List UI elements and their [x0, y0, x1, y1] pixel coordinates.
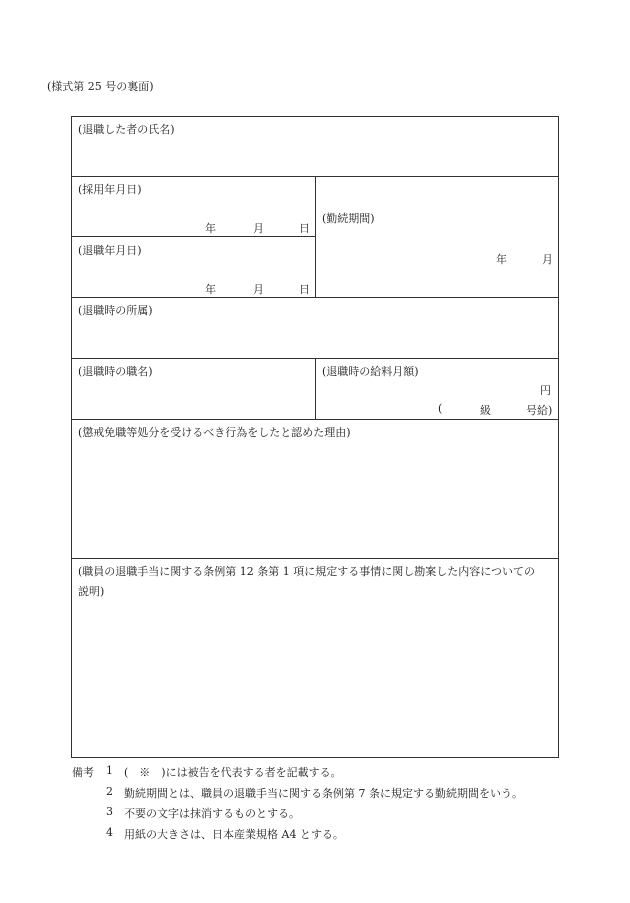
service-year-unit: 年 [496, 253, 507, 266]
row-divider-5 [71, 419, 559, 420]
note-number-1: 1 [106, 764, 113, 777]
note-text-3: 不要の文字は抹消するものとする。 [124, 807, 300, 820]
explanation-label-line1: (職員の退職手当に関する条例第 12 条第 1 項に規定する事情に関し勘案した内容についての [78, 565, 536, 578]
affiliation-label: (退職時の所属) [78, 304, 153, 317]
reason-label: (懲戒免職等処分を受けるべき行為をしたと認めた理由) [78, 426, 351, 439]
retire-date-label: (退職年月日) [78, 244, 142, 257]
retire-month-unit: 月 [253, 283, 264, 296]
salary-label: (退職時の給料月額) [322, 365, 419, 378]
hire-month-unit: 月 [253, 222, 264, 235]
position-label: (退職時の職名) [78, 365, 153, 378]
hire-day-unit: 日 [299, 222, 310, 235]
explanation-label-line2: 説明) [78, 585, 105, 598]
row-divider-2 [71, 236, 316, 237]
row-divider-6 [71, 558, 559, 559]
form-title: (様式第 25 号の裏面) [47, 80, 154, 93]
col-divider-dates [315, 176, 316, 297]
retire-year-unit: 年 [205, 283, 216, 296]
hire-year-unit: 年 [205, 222, 216, 235]
name-label: (退職した者の氏名) [78, 123, 175, 136]
note-number-2: 2 [106, 785, 113, 798]
salary-unit: 円 [540, 384, 551, 397]
row-divider-3 [71, 297, 559, 298]
note-text-1: ( ※ )には被告を代表する者を記載する。 [124, 766, 342, 779]
retire-day-unit: 日 [299, 283, 310, 296]
note-number-3: 3 [106, 805, 113, 818]
note-number-4: 4 [106, 826, 113, 839]
col-divider-position [315, 358, 316, 419]
note-text-4: 用紙の大きさは、日本産業規格 A4 とする。 [124, 828, 344, 841]
service-label: (勤続期間) [322, 212, 375, 225]
hire-date-label: (採用年月日) [78, 183, 142, 196]
service-month-unit: 月 [542, 253, 553, 266]
step-unit: 号給) [526, 404, 553, 417]
grade-open-paren: ( [438, 402, 443, 415]
note-text-2: 勤続期間とは、職員の退職手当に関する条例第 7 条に規定する勤続期間をいう。 [124, 787, 523, 800]
notes-heading: 備考 [72, 766, 94, 779]
grade-unit: 級 [480, 404, 491, 417]
